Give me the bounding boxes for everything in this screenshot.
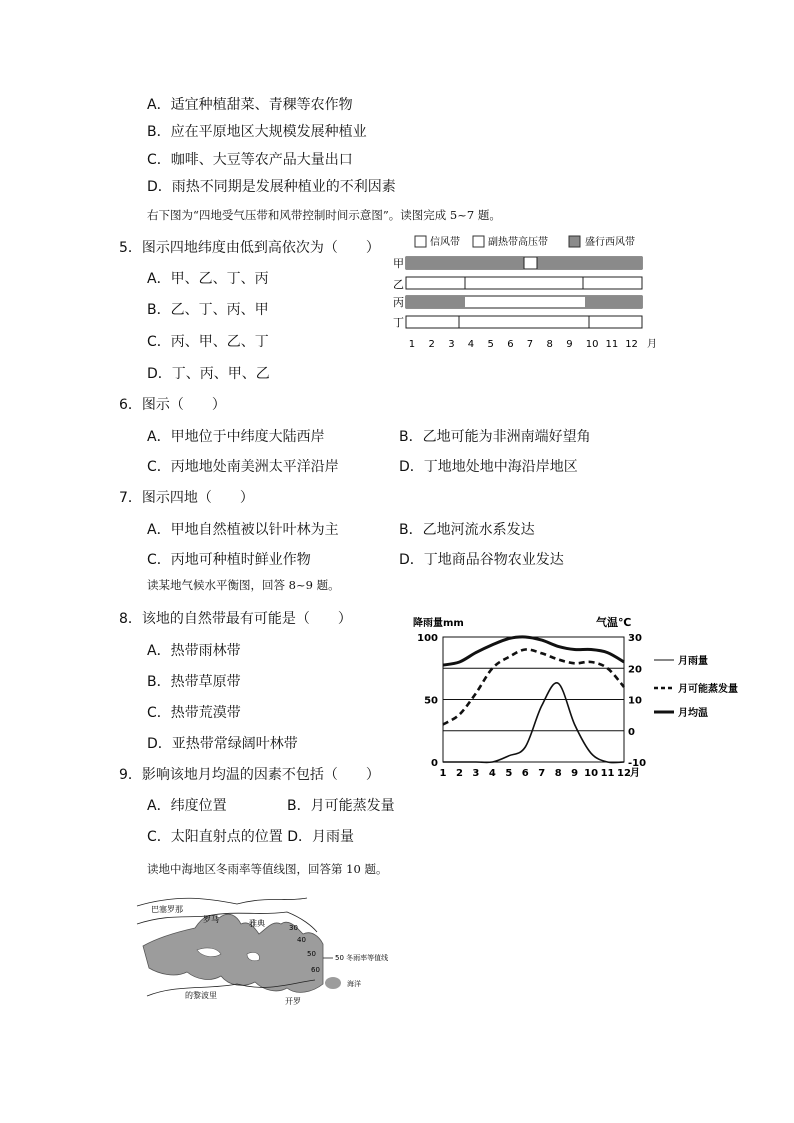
series-thin xyxy=(443,683,624,763)
month-tick-3: 3 xyxy=(448,339,455,350)
legend-high-label: 副热带高压带 xyxy=(488,237,548,248)
legend-label-thick: 月均温 xyxy=(678,708,708,719)
month-tick-8: 8 xyxy=(546,339,553,350)
month-tick-1: 1 xyxy=(408,339,416,350)
q6-option-c: C．丙地地处南美洲太平洋沿岸 xyxy=(147,459,339,475)
xtick-2: 2 xyxy=(455,768,463,779)
legend-trade-swatch xyxy=(415,236,426,247)
legend-ocean: 海洋 xyxy=(347,980,361,988)
isoline-value: 50 xyxy=(307,950,316,958)
label-tripoli: 的黎波里 xyxy=(185,991,217,1000)
isoline-value: 60 xyxy=(311,966,320,974)
bar-jia-westerly-2 xyxy=(537,257,642,269)
legend-trade-label: 信风带 xyxy=(430,237,460,248)
xlabel: 月 xyxy=(630,768,640,779)
month-tick-2: 2 xyxy=(428,339,435,350)
month-tick-11: 11 xyxy=(605,339,619,350)
month-tick-9: 9 xyxy=(566,339,573,350)
ytick-left-100: 100 xyxy=(417,633,438,644)
label-barcelona: 巴塞罗那 xyxy=(151,905,183,914)
q9-stem: 9．影响该地月均温的因素不包括（ ） xyxy=(119,767,380,783)
bar-jia-westerly-1 xyxy=(406,257,524,269)
row-label-bing: 丙 xyxy=(393,296,404,309)
ytick-right-0: 0 xyxy=(628,726,635,738)
q9-option-b: B．月可能蒸发量 xyxy=(287,798,395,814)
month-axis xyxy=(409,339,638,350)
month-tick-7: 7 xyxy=(526,339,534,350)
isoline-value: 30 xyxy=(289,924,298,932)
row-label-jia: 甲 xyxy=(393,257,404,270)
xtick-4: 4 xyxy=(488,768,496,779)
q5-option-b: B．乙、丁、丙、甲 xyxy=(147,302,269,318)
ytick-right-10: 10 xyxy=(628,695,642,707)
option-a-top: A．适宜种植甜菜、青稞等农作物 xyxy=(147,97,353,113)
xtick-9: 9 xyxy=(571,768,579,779)
xtick-7: 7 xyxy=(538,768,546,779)
note-8-9: 读某地气候水平衡图，回答 8~9 题。 xyxy=(147,578,340,592)
month-tick-12: 12 xyxy=(625,339,638,350)
legend-label-thin: 月雨量 xyxy=(678,656,708,667)
note-5-7: 右下图为“四地受气压带和风带控制时间示意图”。读图完成 5~7 题。 xyxy=(147,208,501,222)
option-d-top: D．雨热不同期是发展种植业的不利因素 xyxy=(147,179,396,195)
ytick-left-50: 50 xyxy=(424,695,438,707)
q6-option-a: A．甲地位于中纬度大陆西岸 xyxy=(147,429,325,445)
bar-yi xyxy=(406,277,642,289)
q8-option-a: A．热带雨林带 xyxy=(147,643,241,659)
xtick-8: 8 xyxy=(554,768,562,779)
month-unit: 月 xyxy=(647,339,657,350)
bar-bing-westerly-1 xyxy=(406,296,465,308)
q8-option-d: D．亚热带常绿阔叶林带 xyxy=(147,736,298,752)
ytick-right-20: 20 xyxy=(628,664,642,676)
legend-westerly-label: 盛行西风带 xyxy=(585,237,635,248)
q5-stem: 5．图示四地纬度由低到高依次为（ ） xyxy=(119,240,380,256)
q8-option-b: B．热带草原带 xyxy=(147,674,241,690)
month-tick-6: 6 xyxy=(507,339,514,350)
q7-option-b: B．乙地河流水系发达 xyxy=(399,522,535,538)
pressure-belt-diagram xyxy=(395,230,665,355)
q5-option-a: A．甲、乙、丁、丙 xyxy=(147,271,269,287)
xtick-12: 12 xyxy=(617,768,631,779)
q7-stem: 7．图示四地（ ） xyxy=(119,490,254,506)
month-tick-10: 10 xyxy=(585,339,599,350)
q5-option-d: D．丁、丙、甲、乙 xyxy=(147,366,270,382)
option-c-top: C．咖啡、大豆等农产品大量出口 xyxy=(147,152,353,168)
label-cairo: 开罗 xyxy=(285,997,301,1006)
ylabel-left: 降雨量mm xyxy=(413,618,464,629)
xtick-6: 6 xyxy=(521,768,529,779)
month-tick-4: 4 xyxy=(467,339,475,350)
q7-option-d: D．丁地商品谷物农业发达 xyxy=(399,552,564,568)
xtick-10: 10 xyxy=(584,768,599,779)
row-label-yi: 乙 xyxy=(393,278,404,291)
isoline-value: 40 xyxy=(297,936,306,944)
month-tick-5: 5 xyxy=(487,339,494,350)
label-rome: 罗马 xyxy=(203,915,219,924)
q5-option-c: C．丙、甲、乙、丁 xyxy=(147,334,269,350)
legend-label-dashed: 月可能蒸发量 xyxy=(678,684,738,695)
xtick-3: 3 xyxy=(472,768,480,779)
xtick-11: 11 xyxy=(600,768,615,779)
legend-ocean-swatch xyxy=(325,977,341,989)
q7-option-c: C．丙地可种植时鲜业作物 xyxy=(147,552,311,568)
row-label-ding: 丁 xyxy=(393,316,404,329)
mediterranean-winter-rain-map xyxy=(137,888,417,1006)
q6-option-b: B．乙地可能为非洲南端好望角 xyxy=(399,429,591,445)
q7-option-a: A．甲地自然植被以针叶林为主 xyxy=(147,522,339,538)
bar-bing-westerly-2 xyxy=(585,296,642,308)
note-10: 读地中海地区冬雨率等值线图，回答第 10 题。 xyxy=(147,862,388,876)
climate-water-balance-chart xyxy=(410,612,755,790)
option-b-top: B．应在平原地区大规模发展种植业 xyxy=(147,124,367,140)
legend-westerly-swatch xyxy=(569,236,580,247)
ylabel-right: 气温℃ xyxy=(596,616,632,629)
ytick-right--10: -10 xyxy=(628,758,647,769)
q6-option-d: D．丁地地处地中海沿岸地区 xyxy=(399,459,578,475)
bar-ding xyxy=(406,316,642,328)
legend-isoline: 50 冬雨率等值线 xyxy=(335,954,389,962)
q9-option-c: C．太阳直射点的位置 D．月雨量 xyxy=(147,829,355,845)
series-dashed xyxy=(443,649,624,724)
ytick-right-30: 30 xyxy=(628,633,642,644)
xtick-5: 5 xyxy=(505,768,513,779)
legend-high-swatch xyxy=(473,236,484,247)
q8-stem: 8．该地的自然带最有可能是（ ） xyxy=(119,611,352,627)
q8-option-c: C．热带荒漠带 xyxy=(147,705,241,721)
q9-option-a: A．纬度位置 xyxy=(147,798,227,814)
xtick-1: 1 xyxy=(439,768,447,779)
q6-stem: 6．图示（ ） xyxy=(119,397,226,413)
ytick-left-0: 0 xyxy=(431,758,438,769)
label-athens: 雅典 xyxy=(249,919,265,928)
